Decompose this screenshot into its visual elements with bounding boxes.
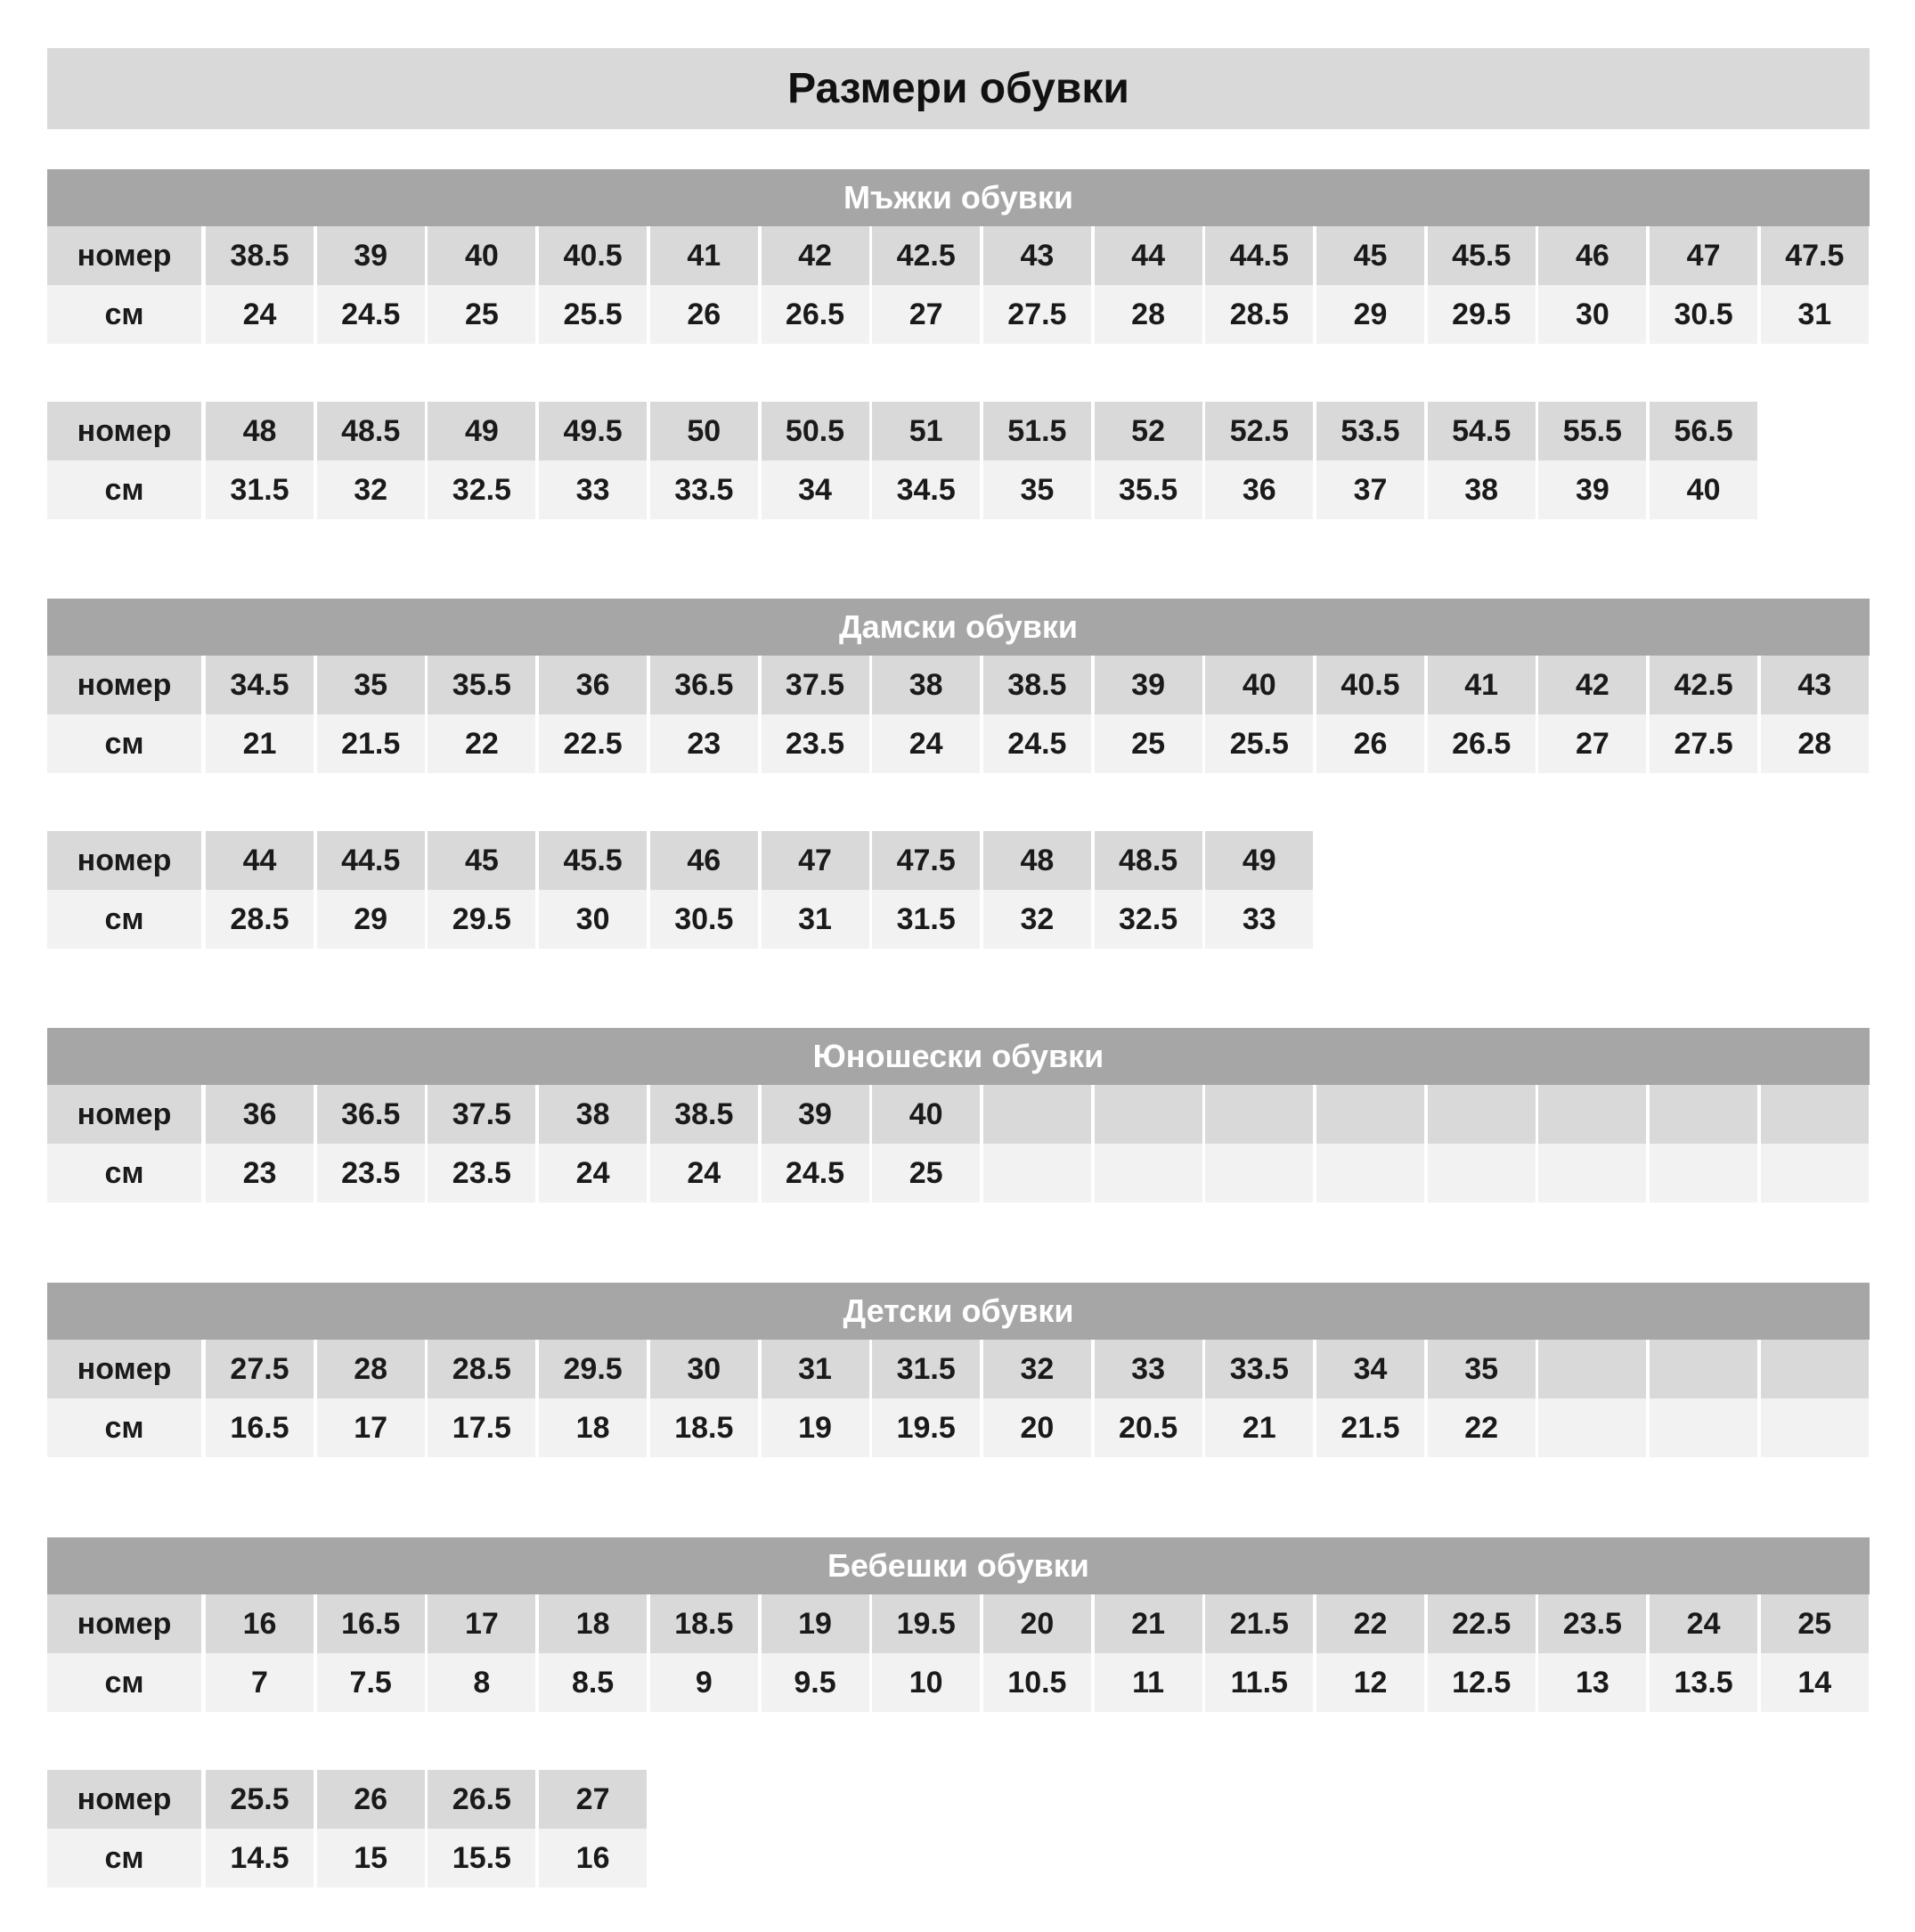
- size-value: 55.5: [1538, 402, 1646, 461]
- size-value: 49: [1205, 831, 1313, 890]
- cm-value: 22: [428, 714, 535, 773]
- size-value: 47: [762, 831, 869, 890]
- size-value: 44.5: [1205, 226, 1313, 285]
- size-value: 33: [1095, 1340, 1202, 1398]
- size-table-row: [47, 1340, 1869, 1457]
- row-label-cm: см: [47, 1144, 201, 1202]
- empty-cell: [1428, 1085, 1536, 1144]
- empty-cell: [1538, 1398, 1646, 1457]
- cm-value: 24: [206, 285, 314, 344]
- empty-cell: [1538, 1144, 1646, 1202]
- cm-value: 25: [1095, 714, 1202, 773]
- size-value: 33.5: [1205, 1340, 1313, 1398]
- size-value: 38: [539, 1085, 647, 1144]
- size-value: 28.5: [428, 1340, 535, 1398]
- empty-cell: [983, 1144, 1091, 1202]
- size-value: 52.5: [1205, 402, 1313, 461]
- cm-value: 37: [1316, 461, 1424, 519]
- cm-value: 28: [1761, 714, 1869, 773]
- size-value: 22: [1316, 1594, 1424, 1653]
- size-value: 26: [317, 1770, 425, 1829]
- size-value: 40.5: [539, 226, 647, 285]
- row-label-size: номер: [47, 1340, 201, 1398]
- size-value: 50: [650, 402, 758, 461]
- size-value: 54.5: [1428, 402, 1536, 461]
- empty-cell: [1205, 1085, 1313, 1144]
- cm-value: 31.5: [206, 461, 314, 519]
- cm-value: 19: [762, 1398, 869, 1457]
- size-value: 21: [1095, 1594, 1202, 1653]
- size-value: 39: [317, 226, 425, 285]
- size-value: 28: [317, 1340, 425, 1398]
- size-value: 34: [1316, 1340, 1424, 1398]
- cm-value: 32: [317, 461, 425, 519]
- cm-value: 15: [317, 1829, 425, 1887]
- row-label-size: номер: [47, 1085, 201, 1144]
- cm-value: 31: [762, 890, 869, 949]
- size-value: 51.5: [983, 402, 1091, 461]
- row-label-cm: см: [47, 890, 201, 949]
- size-table-row: [47, 1085, 1869, 1202]
- cm-value: 17: [317, 1398, 425, 1457]
- cm-value: 27.5: [983, 285, 1091, 344]
- cm-value: 7: [206, 1653, 314, 1712]
- empty-cell: [1538, 1085, 1646, 1144]
- size-value: 53.5: [1316, 402, 1424, 461]
- size-value: 48: [206, 402, 314, 461]
- cm-value: 28.5: [1205, 285, 1313, 344]
- size-value: 42.5: [1650, 656, 1757, 714]
- empty-cell: [1650, 1398, 1757, 1457]
- size-value: 37.5: [428, 1085, 535, 1144]
- cm-value: 24: [650, 1144, 758, 1202]
- section-header: Детски обувки: [47, 1283, 1870, 1340]
- cm-value: 26.5: [1428, 714, 1536, 773]
- size-value: 42: [1538, 656, 1646, 714]
- size-value: 18.5: [650, 1594, 758, 1653]
- section-header: Бебешки обувки: [47, 1537, 1870, 1594]
- size-value: 16: [206, 1594, 314, 1653]
- cm-value: 36: [1205, 461, 1313, 519]
- cm-value: 26: [1316, 714, 1424, 773]
- size-value: 38.5: [650, 1085, 758, 1144]
- size-value: 16.5: [317, 1594, 425, 1653]
- size-value: 38.5: [983, 656, 1091, 714]
- cm-value: 12: [1316, 1653, 1424, 1712]
- size-value: 18: [539, 1594, 647, 1653]
- cm-value: 26.5: [762, 285, 869, 344]
- size-value: 36: [539, 656, 647, 714]
- row-label-cm: см: [47, 285, 201, 344]
- cm-value: 25: [872, 1144, 980, 1202]
- empty-cell: [1761, 1398, 1869, 1457]
- empty-cell: [1205, 1144, 1313, 1202]
- cm-value: 30.5: [650, 890, 758, 949]
- empty-cell: [1095, 1144, 1202, 1202]
- cm-value: 8: [428, 1653, 535, 1712]
- size-value: 24: [1650, 1594, 1757, 1653]
- size-value: 25.5: [206, 1770, 314, 1829]
- size-value: 29.5: [539, 1340, 647, 1398]
- cm-value: 23.5: [428, 1144, 535, 1202]
- cm-value: 18: [539, 1398, 647, 1457]
- cm-value: 11: [1095, 1653, 1202, 1712]
- empty-cell: [1761, 1085, 1869, 1144]
- cm-value: 7.5: [317, 1653, 425, 1712]
- size-value: 39: [762, 1085, 869, 1144]
- size-value: 31: [762, 1340, 869, 1398]
- empty-cell: [1761, 1340, 1869, 1398]
- size-value: 25: [1761, 1594, 1869, 1653]
- size-table-row: [47, 402, 1757, 519]
- size-value: 17: [428, 1594, 535, 1653]
- size-value: 45: [1316, 226, 1424, 285]
- size-value: 20: [983, 1594, 1091, 1653]
- cm-value: 27.5: [1650, 714, 1757, 773]
- cm-value: 25: [428, 285, 535, 344]
- cm-value: 25.5: [539, 285, 647, 344]
- size-table-row: [47, 1770, 647, 1887]
- size-value: 43: [1761, 656, 1869, 714]
- size-table-row: [47, 226, 1869, 344]
- size-value: 36: [206, 1085, 314, 1144]
- cm-value: 20: [983, 1398, 1091, 1457]
- size-value: 19: [762, 1594, 869, 1653]
- size-value: 30: [650, 1340, 758, 1398]
- size-value: 47: [1650, 226, 1757, 285]
- size-value: 51: [872, 402, 980, 461]
- cm-value: 20.5: [1095, 1398, 1202, 1457]
- size-value: 56.5: [1650, 402, 1757, 461]
- size-value: 38.5: [206, 226, 314, 285]
- size-value: 26.5: [428, 1770, 535, 1829]
- size-value: 32: [983, 1340, 1091, 1398]
- cm-value: 30: [539, 890, 647, 949]
- cm-value: 28: [1095, 285, 1202, 344]
- cm-value: 13.5: [1650, 1653, 1757, 1712]
- size-value: 40: [428, 226, 535, 285]
- cm-value: 17.5: [428, 1398, 535, 1457]
- empty-cell: [1650, 1085, 1757, 1144]
- cm-value: 32: [983, 890, 1091, 949]
- cm-value: 22.5: [539, 714, 647, 773]
- row-label-size: номер: [47, 226, 201, 285]
- size-value: 46: [650, 831, 758, 890]
- cm-value: 35: [983, 461, 1091, 519]
- size-value: 46: [1538, 226, 1646, 285]
- size-value: 36.5: [317, 1085, 425, 1144]
- cm-value: 29: [317, 890, 425, 949]
- empty-cell: [1428, 1144, 1536, 1202]
- row-label-size: номер: [47, 402, 201, 461]
- cm-value: 21: [1205, 1398, 1313, 1457]
- empty-cell: [1316, 1085, 1424, 1144]
- cm-value: 25.5: [1205, 714, 1313, 773]
- row-label-cm: см: [47, 1398, 201, 1457]
- size-table-row: [47, 831, 1313, 949]
- size-value: 35: [317, 656, 425, 714]
- size-table-row: [47, 656, 1869, 773]
- cm-value: 33: [1205, 890, 1313, 949]
- size-value: 44: [206, 831, 314, 890]
- cm-value: 23.5: [317, 1144, 425, 1202]
- cm-value: 14: [1761, 1653, 1869, 1712]
- cm-value: 28.5: [206, 890, 314, 949]
- row-label-cm: см: [47, 1653, 201, 1712]
- size-value: 19.5: [872, 1594, 980, 1653]
- empty-cell: [1650, 1340, 1757, 1398]
- cm-value: 22: [1428, 1398, 1536, 1457]
- size-value: 41: [650, 226, 758, 285]
- cm-value: 13: [1538, 1653, 1646, 1712]
- cm-value: 33.5: [650, 461, 758, 519]
- row-label-size: номер: [47, 1770, 201, 1829]
- empty-cell: [1538, 1340, 1646, 1398]
- empty-cell: [1316, 1144, 1424, 1202]
- size-value: 45: [428, 831, 535, 890]
- empty-cell: [1095, 1085, 1202, 1144]
- cm-value: 21.5: [317, 714, 425, 773]
- cm-value: 24: [539, 1144, 647, 1202]
- size-value: 40.5: [1316, 656, 1424, 714]
- cm-value: 10.5: [983, 1653, 1091, 1712]
- size-value: 40: [872, 1085, 980, 1144]
- size-value: 47.5: [872, 831, 980, 890]
- cm-value: 23.5: [762, 714, 869, 773]
- page-title-bar: [47, 48, 1870, 129]
- cm-value: 29.5: [1428, 285, 1536, 344]
- cm-value: 24.5: [983, 714, 1091, 773]
- cm-value: 30: [1538, 285, 1646, 344]
- cm-value: 32.5: [1095, 890, 1202, 949]
- cm-value: 29: [1316, 285, 1424, 344]
- row-label-size: номер: [47, 1594, 201, 1653]
- size-value: 50.5: [762, 402, 869, 461]
- cm-value: 15.5: [428, 1829, 535, 1887]
- cm-value: 19.5: [872, 1398, 980, 1457]
- cm-value: 24: [872, 714, 980, 773]
- size-value: 22.5: [1428, 1594, 1536, 1653]
- cm-value: 14.5: [206, 1829, 314, 1887]
- cm-value: 21: [206, 714, 314, 773]
- cm-value: 33: [539, 461, 647, 519]
- size-value: 41: [1428, 656, 1536, 714]
- cm-value: 32.5: [428, 461, 535, 519]
- empty-cell: [983, 1085, 1091, 1144]
- cm-value: 21.5: [1316, 1398, 1424, 1457]
- cm-value: 39: [1538, 461, 1646, 519]
- cm-value: 27: [1538, 714, 1646, 773]
- size-value: 48.5: [317, 402, 425, 461]
- size-value: 27.5: [206, 1340, 314, 1398]
- size-value: 42: [762, 226, 869, 285]
- size-value: 43: [983, 226, 1091, 285]
- cm-value: 35.5: [1095, 461, 1202, 519]
- empty-cell: [1761, 1144, 1869, 1202]
- cm-value: 23: [650, 714, 758, 773]
- size-value: 49: [428, 402, 535, 461]
- page-title: Размери обувки: [787, 65, 1129, 112]
- size-value: 31.5: [872, 1340, 980, 1398]
- size-value: 37.5: [762, 656, 869, 714]
- cm-value: 12.5: [1428, 1653, 1536, 1712]
- cm-value: 11.5: [1205, 1653, 1313, 1712]
- size-value: 44: [1095, 226, 1202, 285]
- cm-value: 27: [872, 285, 980, 344]
- size-value: 21.5: [1205, 1594, 1313, 1653]
- size-value: 48: [983, 831, 1091, 890]
- cm-value: 23: [206, 1144, 314, 1202]
- row-label-size: номер: [47, 656, 201, 714]
- cm-value: 8.5: [539, 1653, 647, 1712]
- size-value: 40: [1205, 656, 1313, 714]
- size-value: 39: [1095, 656, 1202, 714]
- cm-value: 31: [1761, 285, 1869, 344]
- size-value: 38: [872, 656, 980, 714]
- size-value: 52: [1095, 402, 1202, 461]
- size-value: 44.5: [317, 831, 425, 890]
- cm-value: 30.5: [1650, 285, 1757, 344]
- size-value: 49.5: [539, 402, 647, 461]
- size-value: 35.5: [428, 656, 535, 714]
- cm-value: 31.5: [872, 890, 980, 949]
- cm-value: 40: [1650, 461, 1757, 519]
- cm-value: 9: [650, 1653, 758, 1712]
- size-value: 35: [1428, 1340, 1536, 1398]
- size-value: 45.5: [539, 831, 647, 890]
- row-label-size: номер: [47, 831, 201, 890]
- size-value: 36.5: [650, 656, 758, 714]
- section-header: Дамски обувки: [47, 599, 1870, 656]
- cm-value: 18.5: [650, 1398, 758, 1457]
- cm-value: 9.5: [762, 1653, 869, 1712]
- row-label-cm: см: [47, 1829, 201, 1887]
- empty-cell: [1650, 1144, 1757, 1202]
- cm-value: 34: [762, 461, 869, 519]
- row-label-cm: см: [47, 461, 201, 519]
- size-value: 27: [539, 1770, 647, 1829]
- cm-value: 16: [539, 1829, 647, 1887]
- size-value: 42.5: [872, 226, 980, 285]
- cm-value: 24.5: [317, 285, 425, 344]
- cm-value: 34.5: [872, 461, 980, 519]
- cm-value: 16.5: [206, 1398, 314, 1457]
- size-value: 48.5: [1095, 831, 1202, 890]
- size-table-row: [47, 1594, 1869, 1712]
- row-label-cm: см: [47, 714, 201, 773]
- size-value: 47.5: [1761, 226, 1869, 285]
- cm-value: 29.5: [428, 890, 535, 949]
- cm-value: 24.5: [762, 1144, 869, 1202]
- size-value: 23.5: [1538, 1594, 1646, 1653]
- section-header: Мъжки обувки: [47, 169, 1870, 226]
- size-value: 34.5: [206, 656, 314, 714]
- cm-value: 38: [1428, 461, 1536, 519]
- section-header: Юношески обувки: [47, 1028, 1870, 1085]
- cm-value: 10: [872, 1653, 980, 1712]
- cm-value: 26: [650, 285, 758, 344]
- size-value: 45.5: [1428, 226, 1536, 285]
